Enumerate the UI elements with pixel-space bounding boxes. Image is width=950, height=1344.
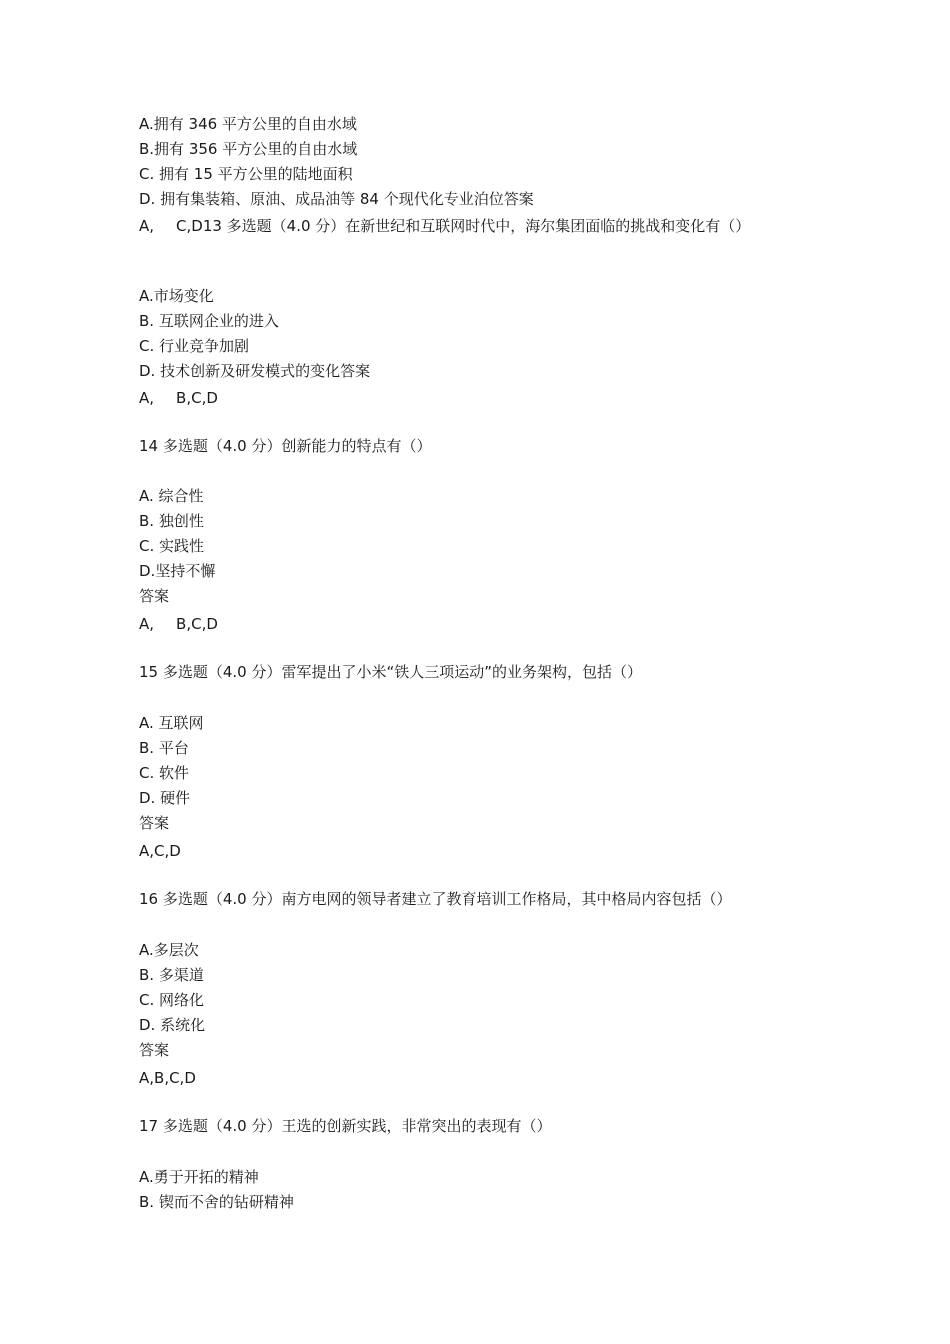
q13-option-d: D. 技术创新及研发模式的变化答案 [139, 362, 371, 380]
q15-option-c: C. 软件 [139, 764, 190, 782]
q16-option-a: A.多层次 [139, 941, 199, 959]
q14-answer-b: B,C,D [176, 615, 218, 633]
q15-option-a: A. 互联网 [139, 714, 204, 732]
q13-option-c: C. 行业竞争加剧 [139, 337, 250, 355]
q17-option-b: B. 锲而不舍的钻研精神 [139, 1193, 294, 1211]
q12-option-d: D. 拥有集装箱、原油、成品油等 84 个现代化专业泊位答案 [139, 190, 534, 208]
q14-option-d: D.坚持不懈 [139, 562, 216, 580]
q14-answer-label: 答案 [139, 587, 170, 605]
q16-answer: A,B,C,D [139, 1069, 196, 1087]
q12-option-a: A.拥有 346 平方公里的自由水域 [139, 115, 357, 133]
q12-answer-a: A, [139, 217, 155, 235]
q13-option-a: A.市场变化 [139, 287, 214, 305]
q15-answer: A,C,D [139, 842, 181, 860]
q14-option-b: B. 独创性 [139, 512, 204, 530]
q13-option-b: B. 互联网企业的进入 [139, 312, 279, 330]
q16-option-d: D. 系统化 [139, 1016, 206, 1034]
q16-option-c: C. 网络化 [139, 991, 205, 1009]
q12-option-c: C. 拥有 15 平方公里的陆地面积 [139, 165, 353, 183]
q15-question: 15 多选题（4.0 分）雷军提出了小米“铁人三项运动”的业务架构，包括（） [139, 663, 643, 681]
q14-answer [139, 614, 218, 634]
q17-question: 17 多选题（4.0 分）王选的创新实践，非常突出的表现有（） [139, 1117, 552, 1135]
q13-answer-b: B,C,D [176, 389, 218, 407]
q14-question: 14 多选题（4.0 分）创新能力的特点有（） [139, 437, 432, 455]
q16-question: 16 多选题（4.0 分）南方电网的领导者建立了教育培训工作格局，其中格局内容包括（） [139, 890, 732, 908]
q14-option-a: A. 综合性 [139, 487, 204, 505]
q15-answer-label: 答案 [139, 814, 170, 832]
q15-option-b: B. 平台 [139, 739, 189, 757]
q13-answer-a: A, [139, 389, 155, 407]
q17-option-a: A.勇于开拓的精神 [139, 1168, 259, 1186]
q16-option-b: B. 多渠道 [139, 966, 204, 984]
q12-answer-b: C,D [176, 217, 203, 235]
q13-question-line [139, 215, 819, 237]
q14-option-c: C. 实践性 [139, 537, 205, 555]
q13-question: 13 多选题（4.0 分）在新世纪和互联网时代中，海尔集团面临的挑战和变化有（） [202, 217, 751, 235]
q14-answer-a: A, [139, 615, 155, 633]
q13-answer [139, 388, 218, 408]
q16-answer-label: 答案 [139, 1041, 170, 1059]
q15-option-d: D. 硬件 [139, 789, 191, 807]
q12-option-b: B.拥有 356 平方公里的自由水域 [139, 140, 358, 158]
